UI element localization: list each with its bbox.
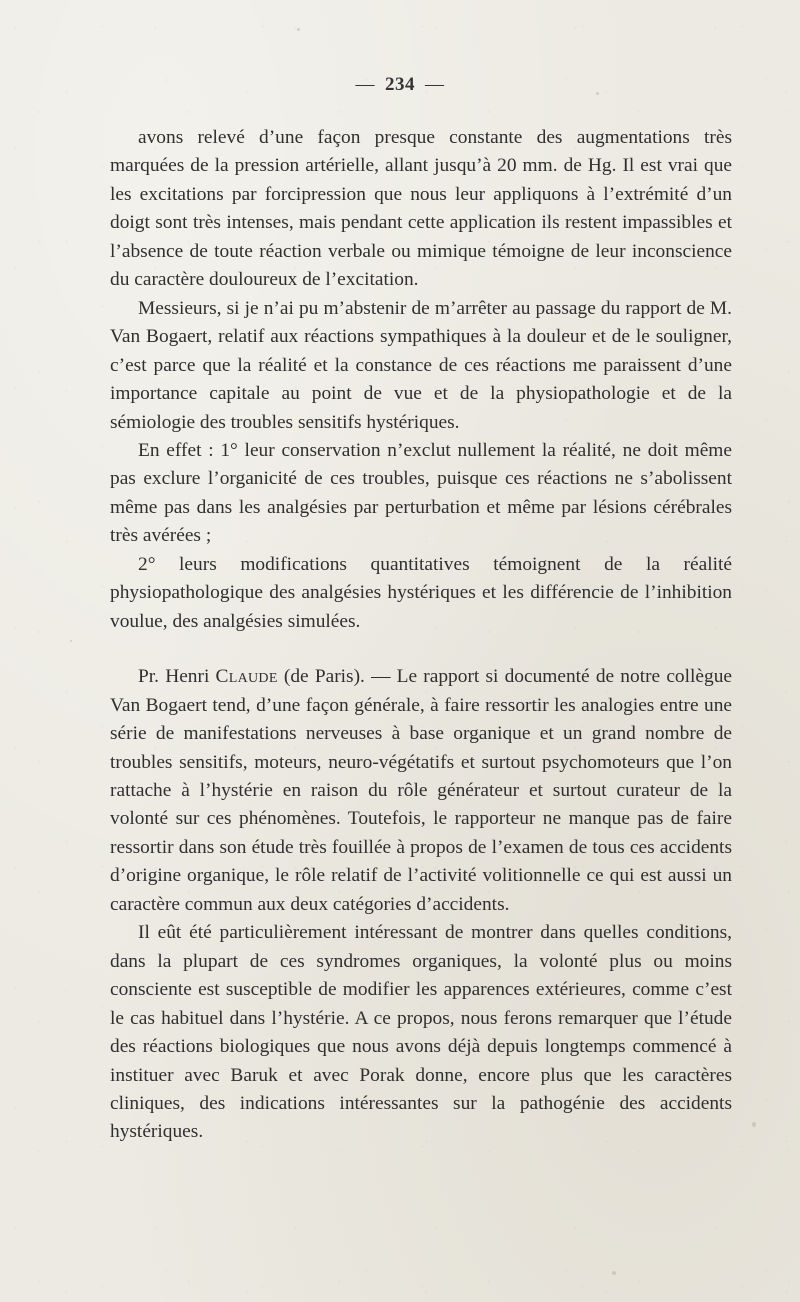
- speaker-first-paragraph: [110, 663, 732, 919]
- page-speck: [70, 640, 72, 642]
- paragraph: Messieurs, si je n’ai pu m’abstenir de m’arrêter au passage du rapport de M. Van Bogaert, relatif aux réactions sympathiques à la douleur et de le souligner, c’est parce que la réalité et la constance de ces réactions me paraissent d’une importance capitale au point de vue et de la physiopathologie et de la sémiologie des troubles sensitifs hystériques.: [110, 297, 732, 433]
- folio-dash-left: —: [355, 74, 375, 95]
- folio-dash-right: —: [425, 74, 445, 95]
- page-text-column: [110, 124, 732, 1147]
- page-speck: [752, 1122, 756, 1127]
- speaker-intervention: [110, 663, 732, 1147]
- speaker-affiliation: (de Paris).: [277, 666, 372, 688]
- em-dash: —: [371, 666, 397, 688]
- paragraph: 2° leurs modifications quantitatives témoignent de la réalité physiopathologique des analgésies hystériques et les différencie de l’inhibition voulue, des analgésies simulées.: [110, 553, 732, 632]
- paragraph: avons relevé d’une façon presque constante des augmentations très marquées de la pression artérielle, allant jusqu’à 20 mm. de Hg. Il est vrai que les excitations par forcipression que nous leur appliquons à l’extrémité d’un doigt sont très intenses, mais pendant cette application ils restent impassibles et l’absence de toute réaction verbale ou mimique témoigne de leur inconscience du caractère douloureux de l’excitation.: [110, 127, 732, 291]
- page-speck: [297, 28, 300, 31]
- paragraph: En effet : 1° leur conservation n’exclut nullement la réalité, ne doit même pas exclure l’organicité de ces troubles, puisque ces réactions ne s’abolissent même pas dans les analgésies par perturbation et même par lésions cérébrales très avérées ;: [110, 439, 732, 547]
- page-folio: [0, 74, 800, 96]
- folio-number: 234: [385, 74, 415, 95]
- speaker-title: Pr. Henri: [138, 666, 216, 688]
- speaker-name: Claude: [215, 666, 278, 688]
- speaker-paragraph-text: Le rapport si documenté de notre collègue Van Bogaert tend, d’une façon générale, à faire ressortir les analogies entre une série de manifestations nerveuses à base organique et un grand nombre de troubles sensitifs, moteurs, neuro-végétatifs et surtout psychomoteurs que l’on rattache à l’hystérie en raison du rôle générateur et surtout curateur de la volonté sur ces phénomènes. Toutefois, le rapporteur ne manque pas de faire ressortir dans son étude très fouillée à propos de l’examen de tous ces accidents d’origine organique, le rôle relatif de l’activité volitionnelle ce qui est aussi un caractère commun aux deux catégories d’accidents.: [110, 666, 733, 915]
- page-speck: [612, 1271, 616, 1275]
- paragraph: Il eût été particulièrement intéressant de montrer dans quelles conditions, dans la plupart de ces syndromes organiques, la volonté plus ou moins consciente est susceptible de modifier les apparences extérieures, comme c’est le cas habituel dans l’hystérie. A ce propos, nous ferons remarquer que l’étude des réactions biologiques que nous avons déjà depuis longtemps commencé à instituer avec Baruk et avec Porak donne, encore plus que les caractères cliniques, des indications intéressantes sur la pathogénie des accidents hystériques.: [110, 922, 732, 1143]
